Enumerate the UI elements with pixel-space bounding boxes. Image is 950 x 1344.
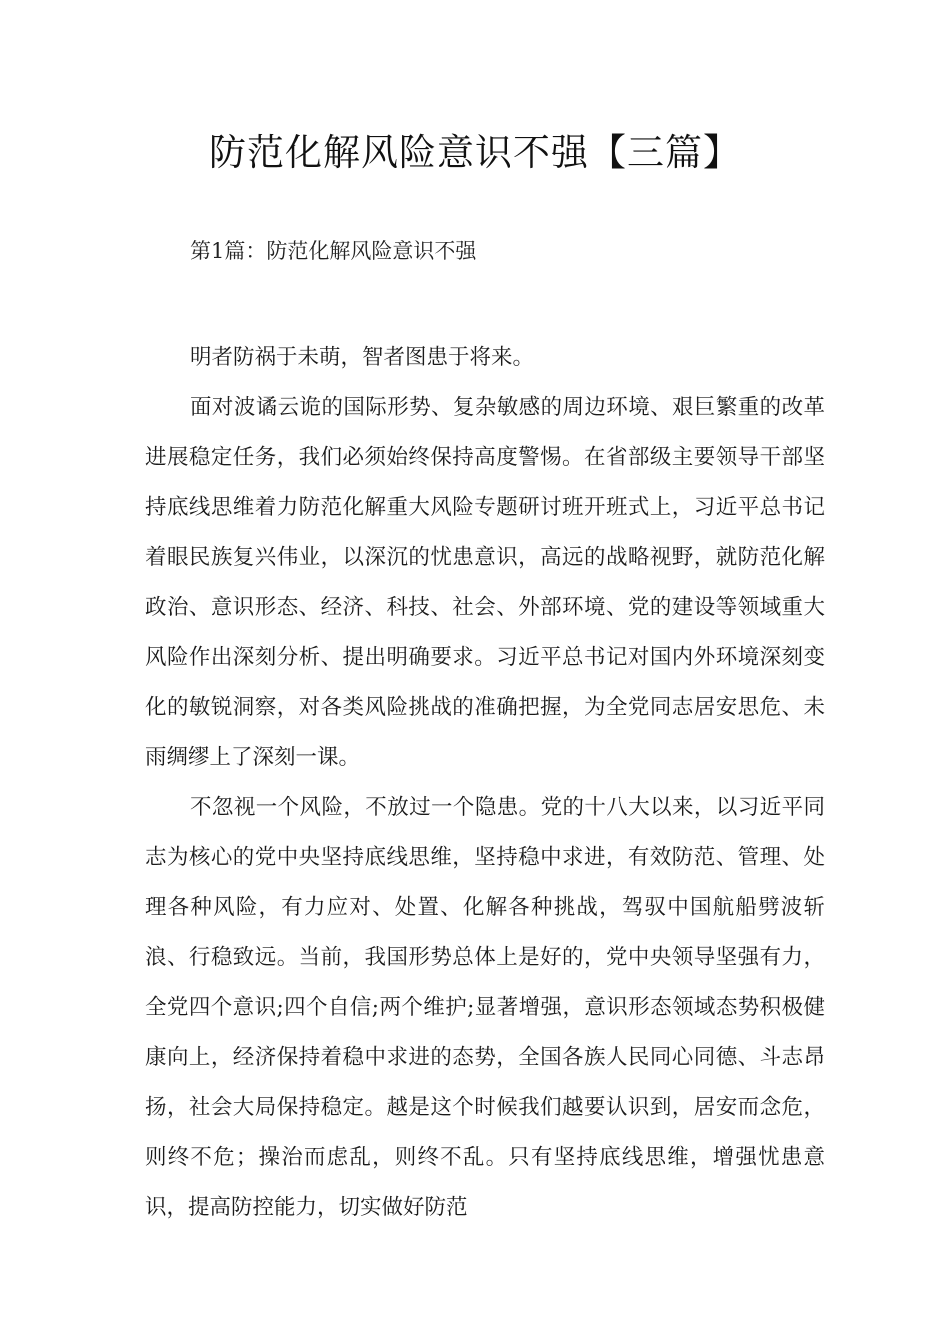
section-heading: 第1篇：防范化解风险意识不强 (190, 239, 477, 263)
document-body (145, 333, 825, 1233)
document-title: 防范化解风险意识不强【三篇】 (209, 131, 741, 174)
paragraph: 明者防祸于未萌，智者图患于将来。 (190, 345, 535, 370)
paragraph: 不忽视一个风险，不放过一个隐患。党的十八大以来，以习近平同志为核心的党中央坚持底线思维，坚持稳中求进，有效防范、管理、处理各种风险，有力应对、处置、化解各种挑战，驾驭中国航船劈波斩浪、行稳致远。当前，我国形势总体上是好的，党中央领导坚强有力，全党四个意识;四个自信;两个维护;显著增强，意识形态领域态势积极健康向上，经济保持着稳中求进的态势，全国各族人民同心同德、斗志昂扬，社会大局保持稳定。越是这个时候我们越要认识到，居安而念危，则终不危；操治而虑乱，则终不乱。只有坚持底线思维，增强忧患意识，提高防控能力，切实做好防范 (145, 795, 825, 1220)
paragraph: 面对波谲云诡的国际形势、复杂敏感的周边环境、艰巨繁重的改革进展稳定任务，我们必须始终保持高度警惕。在省部级主要领导干部坚持底线思维着力防范化解重大风险专题研讨班开班式上，习近平总书记着眼民族复兴伟业，以深沉的忧患意识，高远的战略视野，就防范化解政治、意识形态、经济、科技、社会、外部环境、党的建设等领域重大风险作出深刻分析、提出明确要求。习近平总书记对国内外环境深刻变化的敏锐洞察，对各类风险挑战的准确把握，为全党同志居安思危、未雨绸缪上了深刻一课。 (145, 395, 825, 770)
